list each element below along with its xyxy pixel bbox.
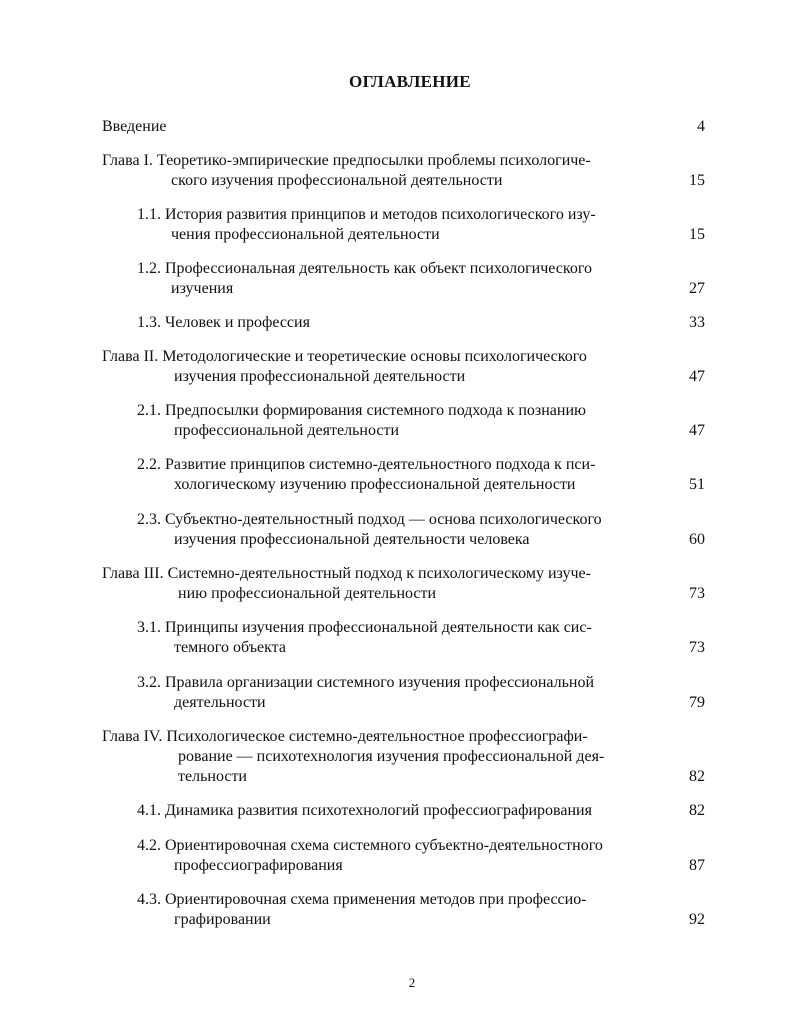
toc-entry-page: 82 — [689, 768, 705, 785]
toc-entry-text: ского изучения профессиональной деятельности — [171, 172, 503, 189]
toc-entry-page: 92 — [689, 911, 705, 928]
toc-entry-page: 73 — [689, 585, 705, 602]
toc-entry-text: 3.2. Правила организации системного изучения профессиональной — [137, 674, 595, 691]
toc-entry-page: 82 — [689, 802, 705, 819]
toc-entry-text: Глава I. Теоретико-эмпирические предпосылки проблемы психологиче- — [102, 152, 591, 169]
toc-entry-text: рование — психотехнология изучения профессиональной дея- — [178, 748, 605, 765]
toc-entry-text: нию профессиональной деятельности — [178, 585, 437, 602]
page-title: ОГЛАВЛЕНИЕ — [349, 72, 471, 91]
toc-entry-text: 1.1. История развития принципов и методов психологического изу- — [137, 206, 596, 223]
toc-entry-text: 4.1. Динамика развития психотехнологий профессиографирования — [137, 802, 592, 819]
toc-entry-text: изучения профессиональной деятельности человека — [174, 531, 530, 548]
toc-entry-text: изучения — [171, 280, 234, 297]
toc-entry-text: Глава III. Системно-деятельностный подход к психологическому изуче- — [102, 565, 591, 582]
toc-entry-text: хологическому изучению профессиональной деятельности — [174, 476, 576, 493]
toc-entry-text: Введение — [102, 118, 167, 135]
toc-entry-text: 2.3. Субъектно-деятельностный подход — основа психологического — [137, 511, 602, 528]
toc-entry-text: деятельности — [174, 694, 266, 711]
toc-entry-page: 47 — [689, 422, 705, 439]
toc-entry-page: 15 — [689, 172, 705, 189]
toc-entry-text: 4.3. Ориентировочная схема применения методов при профессио- — [137, 891, 587, 908]
toc-entry-text: Глава IV. Психологическое системно-деятельностное профессиографи- — [102, 728, 588, 745]
toc-entry-page: 33 — [689, 314, 705, 331]
toc-entry-text: чения профессиональной деятельности — [171, 226, 440, 243]
toc-entry-text: 4.2. Ориентировочная схема системного субъектно-деятельностного — [137, 837, 603, 854]
toc-entry-page: 60 — [689, 531, 705, 548]
toc-entry-text: 2.2. Развитие принципов системно-деятельностного подхода к пси- — [137, 456, 596, 473]
toc-entry-text: темного объекта — [174, 639, 286, 656]
toc-entry-text: 1.2. Профессиональная деятельность как объект психологического — [137, 260, 592, 277]
toc-entry-page: 87 — [689, 857, 705, 874]
toc-entry-text: графировании — [174, 911, 271, 928]
toc-entry-page: 79 — [689, 694, 705, 711]
toc-entry-page: 4 — [697, 118, 705, 135]
toc-entry-text: профессиональной деятельности — [174, 422, 399, 439]
toc-entry-text: изучения профессиональной деятельности — [174, 368, 466, 385]
toc-entry-text: профессиографирования — [174, 857, 343, 874]
toc-entry-page: 15 — [689, 226, 705, 243]
toc-entry-text: Глава II. Методологические и теоретические основы психологического — [102, 348, 587, 365]
page-number: 2 — [408, 975, 416, 990]
toc-entry-page: 73 — [689, 639, 705, 656]
toc-entry-page: 27 — [689, 280, 705, 297]
toc-entry-text: 3.1. Принципы изучения профессиональной деятельности как сис- — [137, 619, 592, 636]
toc-entry-page: 51 — [689, 476, 705, 493]
toc-entry-text: тельности — [178, 768, 247, 785]
toc-entry-text: 1.3. Человек и профессия — [137, 314, 310, 331]
toc-entry-page: 47 — [689, 368, 705, 385]
toc-entry-text: 2.1. Предпосылки формирования системного подхода к познанию — [137, 402, 586, 419]
